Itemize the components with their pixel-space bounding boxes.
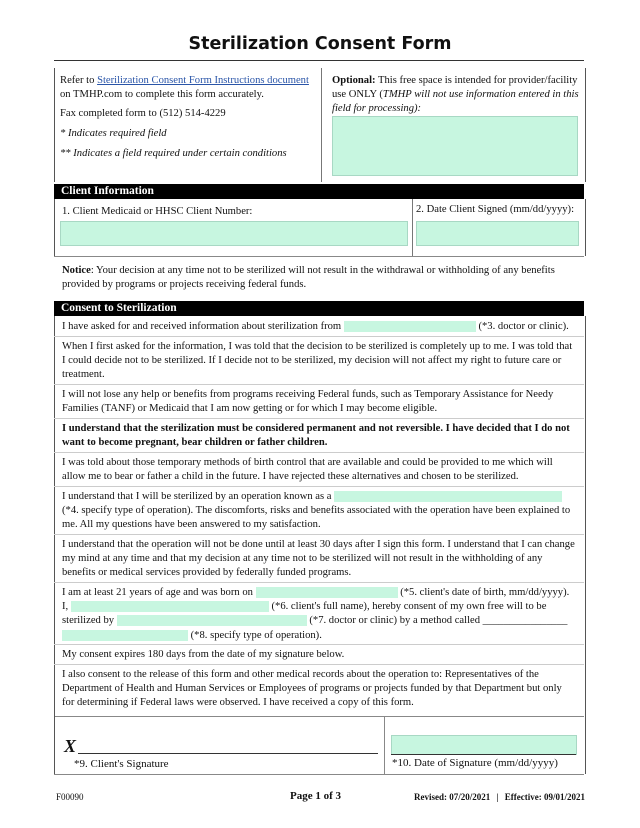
consent-p7: I understand that the operation will not be done until at least 30 days after I sign this form. I understand that I can change my mind at any time and that my decision at any time not to be sterilized will not result in the withholding of any benefits or medical services provided by federally funded programs.	[62, 539, 575, 579]
required-note: * Indicates required field	[60, 128, 167, 139]
p6-hint: (*4. specify type of operation). The discomforts, risks and benefits associated with the operation have been explained to me. All my questions have been answered to my satisfaction.	[62, 505, 571, 531]
refer-prefix: Refer to	[60, 75, 95, 86]
birth-date-field[interactable]	[256, 587, 398, 598]
notice-body: : Your decision at any time not to be sterilized will not result in the withdrawal or withholding of any benefits provided by programs or projects receiving federal funds.	[62, 265, 555, 291]
divider	[54, 534, 584, 535]
client-signature-field[interactable]	[78, 740, 378, 753]
doctor-clinic-field[interactable]	[344, 321, 476, 332]
p8-hint-g: (*8. specify type of operation).	[190, 629, 322, 641]
signature-date-line	[391, 754, 576, 755]
instructions-link[interactable]: Sterilization Consent Form Instructions document	[97, 75, 309, 86]
divider	[54, 486, 584, 487]
refer-suffix: on TMHP.com to complete this form accurately.	[60, 89, 264, 100]
client-number-label: 1. Client Medicaid or HHSC Client Number:	[62, 206, 253, 217]
optional-provider-field[interactable]	[332, 116, 578, 176]
conditional-note: ** Indicates a field required under certain conditions	[60, 148, 287, 159]
consent-p8	[62, 586, 576, 643]
p1-hint: (*3. doctor or clinic).	[478, 321, 569, 332]
method-type-field[interactable]	[62, 630, 188, 641]
p8-text-c: I,	[62, 601, 69, 613]
intro-divider	[321, 68, 322, 182]
consent-p1	[62, 320, 576, 334]
consent-p4: I understand that the sterilization must be considered permanent and not reversible. I have decided that I do not want to become pregnant, bear children or father children.	[62, 423, 570, 449]
consent-p6	[62, 490, 576, 533]
consent-p9: My consent expires 180 days from the date of my signature below.	[62, 649, 345, 660]
consent-p3: I will not lose any help or benefits from programs receiving Federal funds, such as Temporary Assistance for Needy Families (TANF) or Medicaid that I am now getting or for which I may become eligible.	[62, 389, 554, 415]
title-rule	[54, 60, 584, 61]
date-client-signed-field[interactable]	[416, 221, 579, 246]
p6-text: I understand that I will be sterilized by an operation known as a	[62, 491, 332, 502]
footer-separator: |	[496, 792, 499, 802]
consent-p5: I was told about those temporary methods of birth control that are available and could be provided to me which will allow me to bear or father a child in the future. I have rejected these alternatives and chosen to be sterilized.	[62, 457, 553, 483]
operation-type-field[interactable]	[334, 491, 562, 502]
optional-text	[332, 74, 580, 116]
consent-p10: I also consent to the release of this form and other medical records about the operation to: Representatives of the Department of Health and Human Services or Employees of programs or projects funded by that Department but only for determining if Federal laws were observed. I have received a copy of this form.	[62, 669, 562, 709]
x-mark: X	[64, 736, 77, 756]
optional-desc: This free space is intended for provider/facility use ONLY (	[332, 75, 578, 100]
divider	[54, 256, 584, 257]
page-number: Page 1 of 3	[290, 790, 342, 802]
notice-text	[62, 264, 576, 292]
optional-label: Optional:	[332, 75, 376, 86]
consent-header: Consent to Sterilization	[54, 301, 584, 316]
divider	[54, 384, 584, 385]
p8-hint-b: (*5. client's date of birth, mm/dd/yyyy).	[400, 587, 570, 598]
client-info-header: Client Information	[54, 184, 584, 199]
client-info-divider	[412, 199, 413, 256]
client-full-name-field[interactable]	[71, 601, 269, 612]
signature-date-field[interactable]	[391, 735, 577, 755]
fax-text: Fax completed form to (512) 514-4229	[60, 108, 226, 119]
p8-text-a: I am at least 21 years of age and was born on	[62, 587, 253, 598]
signature-date-label: *10. Date of Signature (mm/dd/yyyy)	[392, 757, 558, 769]
p8-hint-f: (*7. doctor or clinic) by a method called ________________	[309, 615, 568, 627]
divider	[54, 664, 584, 665]
p8-text-e: sterilized by	[62, 615, 115, 627]
divider	[54, 418, 584, 419]
divider	[54, 582, 584, 583]
divider	[54, 774, 584, 775]
optional-italic: TMHP will not use information entered in this field for processing):	[332, 89, 579, 114]
revised-date: Revised: 07/20/2021	[414, 792, 491, 802]
divider	[54, 452, 584, 453]
date-client-signed-label: 2. Date Client Signed (mm/dd/yyyy):	[416, 204, 575, 215]
sterilized-by-field[interactable]	[117, 615, 307, 626]
revision-info	[414, 792, 585, 802]
signature-divider	[384, 716, 385, 774]
notice-label: Notice	[62, 265, 91, 276]
page-title: Sterilization Consent Form	[188, 34, 452, 54]
p8-hint-d: (*6. client's full name), hereby consent of my own free will to be	[271, 601, 547, 613]
client-number-field[interactable]	[60, 221, 408, 246]
divider	[54, 336, 584, 337]
client-signature-line	[78, 753, 378, 754]
divider	[54, 644, 584, 645]
client-signature-label: *9. Client's Signature	[74, 758, 169, 770]
consent-p2: When I first asked for the information, I was told that the decision to be sterilized is completely up to me. I was told that I could decide not to be sterilized. If I decide not to be sterilized, my decision will not affect my right to future care or treatment.	[62, 341, 573, 381]
p1-text: I have asked for and received information about sterilization from	[62, 321, 342, 332]
refer-line	[60, 74, 318, 102]
form-number: F00090	[56, 792, 84, 802]
effective-date: Effective: 09/01/2021	[504, 792, 585, 802]
